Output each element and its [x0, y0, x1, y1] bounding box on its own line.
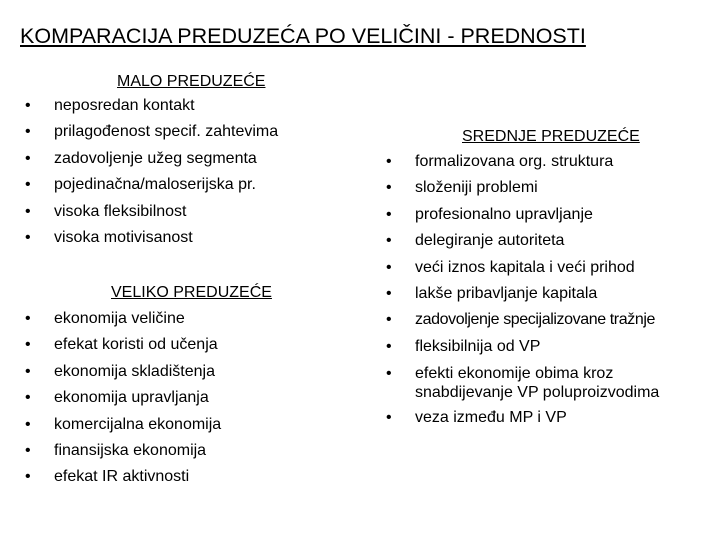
list-item: • komercijalna ekonomija — [54, 412, 221, 438]
bullet-icon: • — [25, 149, 31, 167]
list-item: • prilagođenost specif. zahtevima — [54, 119, 278, 145]
bullet-icon: • — [25, 442, 31, 460]
malo-heading: MALO PREDUZEĆE — [117, 73, 266, 90]
bullet-icon: • — [386, 179, 392, 197]
list-item: • ekonomija skladištenja — [54, 359, 221, 385]
bullet-icon: • — [25, 123, 31, 141]
list-item: • neposredan kontakt — [54, 93, 278, 119]
bullet-icon: • — [25, 97, 31, 114]
list-item: • efekat koristi od učenja — [54, 332, 221, 358]
list-item: • efekat IR aktivnosti — [54, 464, 221, 490]
bullet-icon: • — [25, 336, 31, 354]
bullet-icon: • — [386, 232, 392, 250]
bullet-icon: • — [386, 311, 392, 329]
bullet-icon: • — [386, 365, 392, 383]
list-item: • pojedinačna/maloserijska pr. — [54, 172, 278, 198]
list-item: • delegiranje autoriteta — [415, 228, 710, 254]
list-item: • finansijska ekonomija — [54, 438, 221, 464]
list-item: • visoka motivisanost — [54, 225, 278, 251]
bullet-icon: • — [25, 389, 31, 407]
srednje-heading: SREDNJE PREDUZEĆE — [462, 128, 640, 145]
bullet-icon: • — [386, 337, 392, 355]
list-item: • formalizovana org. struktura — [415, 149, 710, 175]
bullet-icon: • — [25, 202, 31, 220]
list-item: • visoka fleksibilnost — [54, 199, 278, 225]
bullet-icon: • — [386, 409, 392, 427]
bullet-icon: • — [386, 285, 392, 303]
list-item: • veza između MP i VP — [415, 405, 710, 431]
bullet-icon: • — [25, 415, 31, 433]
srednje-list — [386, 149, 710, 432]
bullet-icon: • — [25, 310, 31, 327]
list-item: • fleksibilnija od VP — [415, 334, 710, 360]
list-item: • lakše pribavljanje kapitala — [415, 281, 710, 307]
malo-list — [25, 93, 279, 251]
bullet-icon: • — [25, 229, 31, 247]
list-item: • veći iznos kapitala i veći prihod — [415, 255, 710, 281]
bullet-icon: • — [386, 153, 392, 170]
veliko-list — [25, 306, 222, 491]
list-item: • zadovoljenje užeg segmenta — [54, 146, 278, 172]
list-item: • zadovoljenje specijalizovane tražnje — [415, 307, 710, 333]
bullet-icon: • — [25, 176, 31, 194]
bullet-icon: • — [386, 258, 392, 276]
veliko-heading: VELIKO PREDUZEĆE — [111, 284, 272, 301]
bullet-icon: • — [386, 205, 392, 223]
list-item: • složeniji problemi — [415, 175, 710, 201]
list-item: • ekonomija veličine — [54, 306, 221, 332]
list-item: • ekonomija upravljanja — [54, 385, 221, 411]
page-title: KOMPARACIJA PREDUZEĆA PO VELIČINI - PREDNOSTI — [20, 24, 586, 48]
list-item: • profesionalno upravljanje — [415, 202, 710, 228]
bullet-icon: • — [25, 468, 31, 486]
bullet-icon: • — [25, 362, 31, 380]
list-item: • efekti ekonomije obima kroz snabdijevanje VP poluproizvodima — [386, 365, 660, 402]
